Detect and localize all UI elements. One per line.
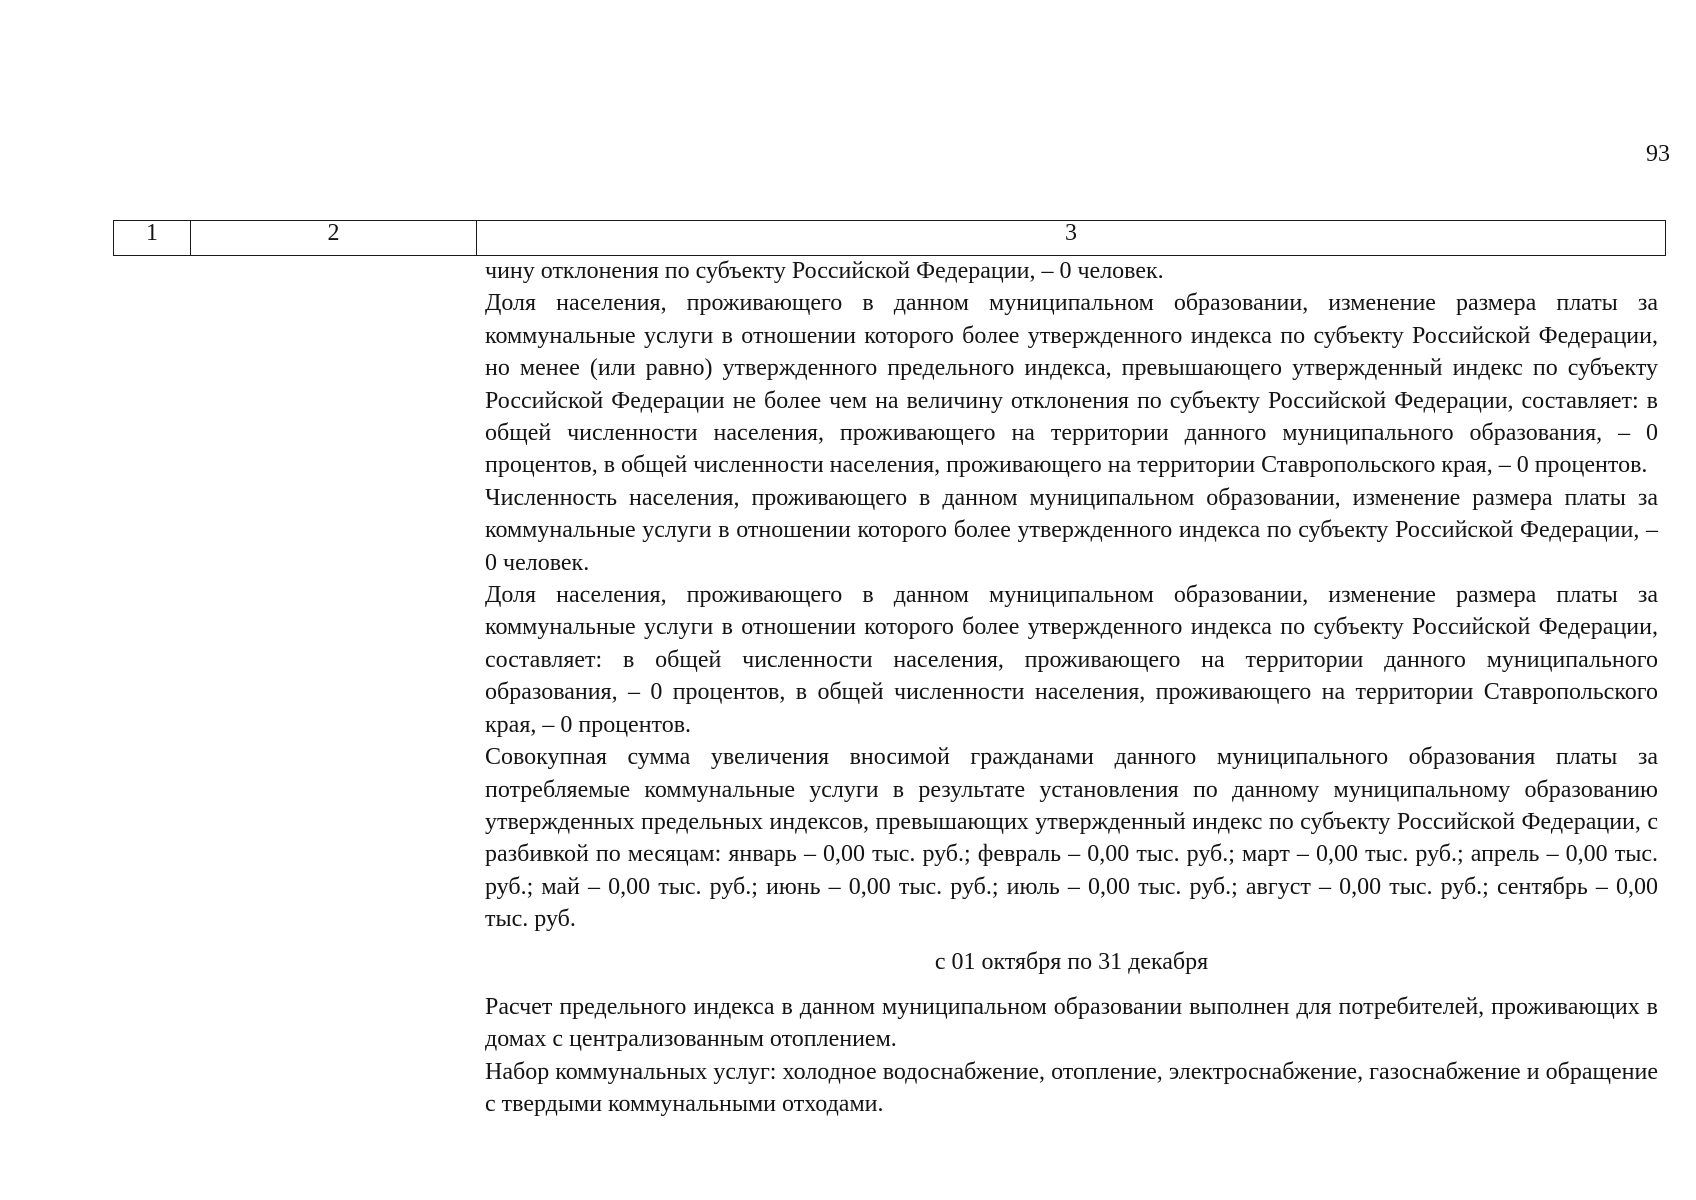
paragraph-monthly-increase-total: Совокупная сумма увеличения вносимой гражданами данного муниципального образования платы за потребляемые коммунальные услуги в результате установления по данному муниципальному образованию утвержденных предельных индексов, превышающих утвержденный индекс по субъекту Российской Федерации, с разбивкой по месяцам: январь – 0,00 тыс. руб.; февраль – 0,00 тыс. руб.; март – 0,00 тыс. руб.; апрель – 0,00 тыс. руб.; май – 0,00 тыс. руб.; июнь – 0,00 тыс. руб.; июль – 0,00 тыс. руб.; август – 0,00 тыс. руб.; сентябрь – 0,00 тыс. руб. [485,744,1658,933]
section-heading: с 01 октября по 31 декабря [934,948,1209,975]
column-header-row [114,221,1666,256]
column-header-2: 2 [191,221,477,256]
column-header-3: 3 [477,221,1666,256]
paragraph-index-calculation: Расчет предельного индекса в данном муниципальном образовании выполнен для потребителей, проживающих в домах с централизованным отоплением. [485,993,1658,1053]
paragraph-share-within-deviation: Доля населения, проживающего в данном муниципальном образовании, изменение размера платы за коммунальные услуги в отношении которого более утвержденного индекса по субъекту Российской Федерации, но менее (или равно) утвержденного предельного индекса, превышающего утвержденный индекс по субъекту Российской Федерации не более чем на величину отклонения по субъекту Российской Федерации, составляет: в общей численности населения, проживающего на территории данного муниципального образования, – 0 процентов, в общей численности населения, проживающего на территории Ставропольского края, – 0 процентов. [485,290,1658,479]
column-header-table [113,220,1666,256]
paragraph-utility-services-set: Набор коммунальных услуг: холодное водоснабжение, отопление, электроснабжение, газоснабжение и обращение с твердыми коммунальными отходами. [485,1058,1658,1118]
document-body [485,255,1658,1121]
paragraph-continuation: чину отклонения по субъекту Российской Федерации, – 0 человек. [485,258,1164,284]
page-number: 93 [1646,141,1670,167]
column-header-1: 1 [114,221,191,256]
paragraph-population-above-index: Численность населения, проживающего в данном муниципальном образовании, изменение размера платы за коммунальные услуги в отношении которого более утвержденного индекса по субъекту Российской Федерации, – 0 человек. [485,484,1658,576]
paragraph-share-above-index: Доля населения, проживающего в данном муниципальном образовании, изменение размера платы за коммунальные услуги в отношении которого более утвержденного индекса по субъекту Российской Федерации, составляет: в общей численности населения, проживающего на территории данного муниципального образования, – 0 процентов, в общей численности населения, проживающего на территории Ставропольского края, – 0 процентов. [485,582,1658,738]
